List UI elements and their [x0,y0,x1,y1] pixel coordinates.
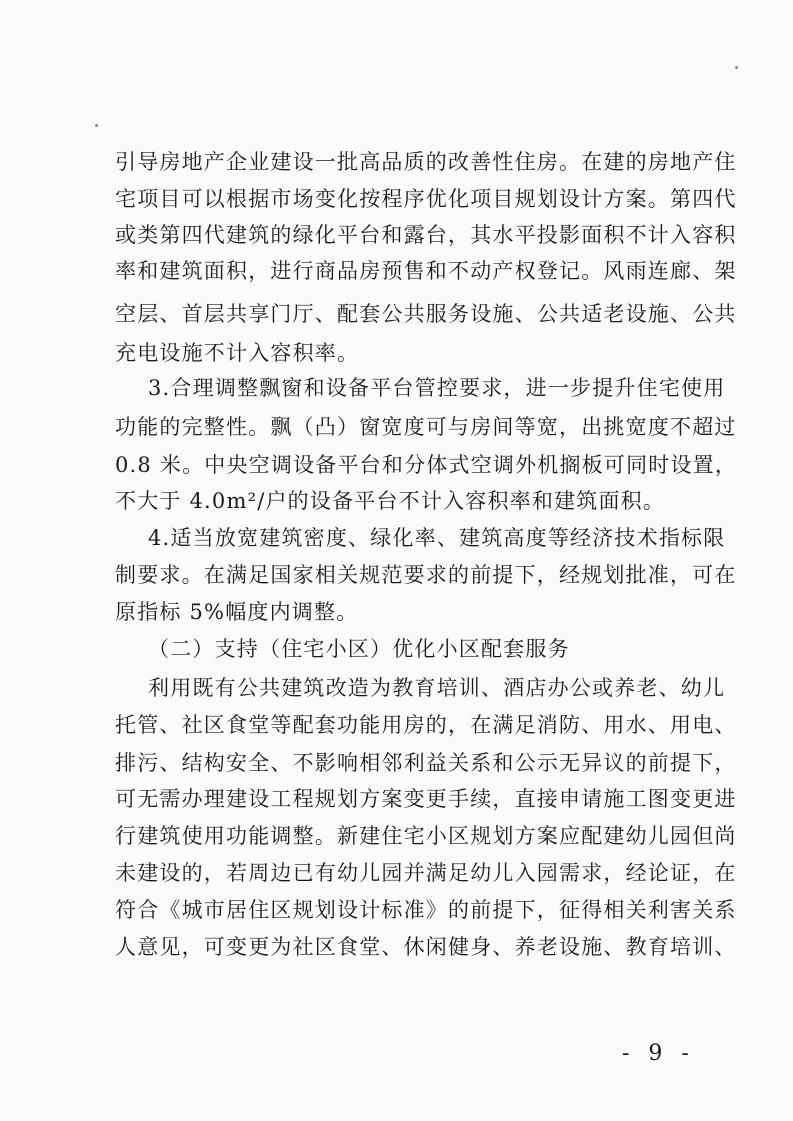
body-line: 制要求。在满足国家相关规范要求的前提下，经规划批准，可在 [115,563,737,587]
page-number: - 9 - [622,1041,695,1066]
section-heading: （二）支持（住宅小区）优化小区配套服务 [148,637,570,661]
body-line: 托管、社区食堂等配套功能用房的，在满足消防、用水、用电、 [115,713,737,737]
body-line: 行建筑使用功能调整。新建住宅小区规划方案应配建幼儿园但尚 [115,824,737,848]
body-line: 功能的完整性。飘（凸）窗宽度可与房间等宽，出挑宽度不超过 [115,415,737,439]
paragraph-4-heading: 4.适当放宽建筑密度、绿化率、建筑高度等经济技术指标限 [148,526,726,550]
body-line: 利用既有公共建筑改造为教育培训、酒店办公或养老、幼儿 [148,676,726,700]
body-line: 可无需办理建设工程规划方案变更手续，直接申请施工图变更进 [115,787,737,811]
body-line: 人意见，可变更为社区食堂、休闲健身、养老设施、教育培训、 [115,935,737,959]
body-line: 宅项目可以根据市场变化按程序优化项目规划设计方案。第四代 [115,187,737,211]
body-line: 排污、结构安全、不影响相邻利益关系和公示无异议的前提下， [115,751,737,775]
body-line: 0.8 米。中央空调设备平台和分体式空调外机搁板可同时设置， [115,453,738,477]
body-line: 或类第四代建筑的绿化平台和露台，其水平投影面积不计入容积 [115,223,737,247]
body-line: 率和建筑面积，进行商品房预售和不动产权登记。风雨连廊、架 [115,259,737,283]
paragraph-3-heading: 3.合理调整飘窗和设备平台管控要求，进一步提升住宅使用 [148,376,726,400]
body-line: 不大于 4.0m²/户的设备平台不计入容积率和建筑面积。 [115,489,666,513]
body-line: 符合《城市居住区规划设计标准》的前提下，征得相关利害关系 [115,898,737,922]
body-line: 引导房地产企业建设一批高品质的改善性住房。在建的房地产住 [115,150,737,174]
body-line: 空层、首层共享门厅、配套公共服务设施、公共适老设施、公共 [115,302,737,326]
body-line: 原指标 5%幅度内调整。 [115,600,359,624]
body-line: 充电设施不计入容积率。 [115,341,360,365]
body-line: 未建设的，若周边已有幼儿园并满足幼儿入园需求，经论证，在 [115,861,737,885]
